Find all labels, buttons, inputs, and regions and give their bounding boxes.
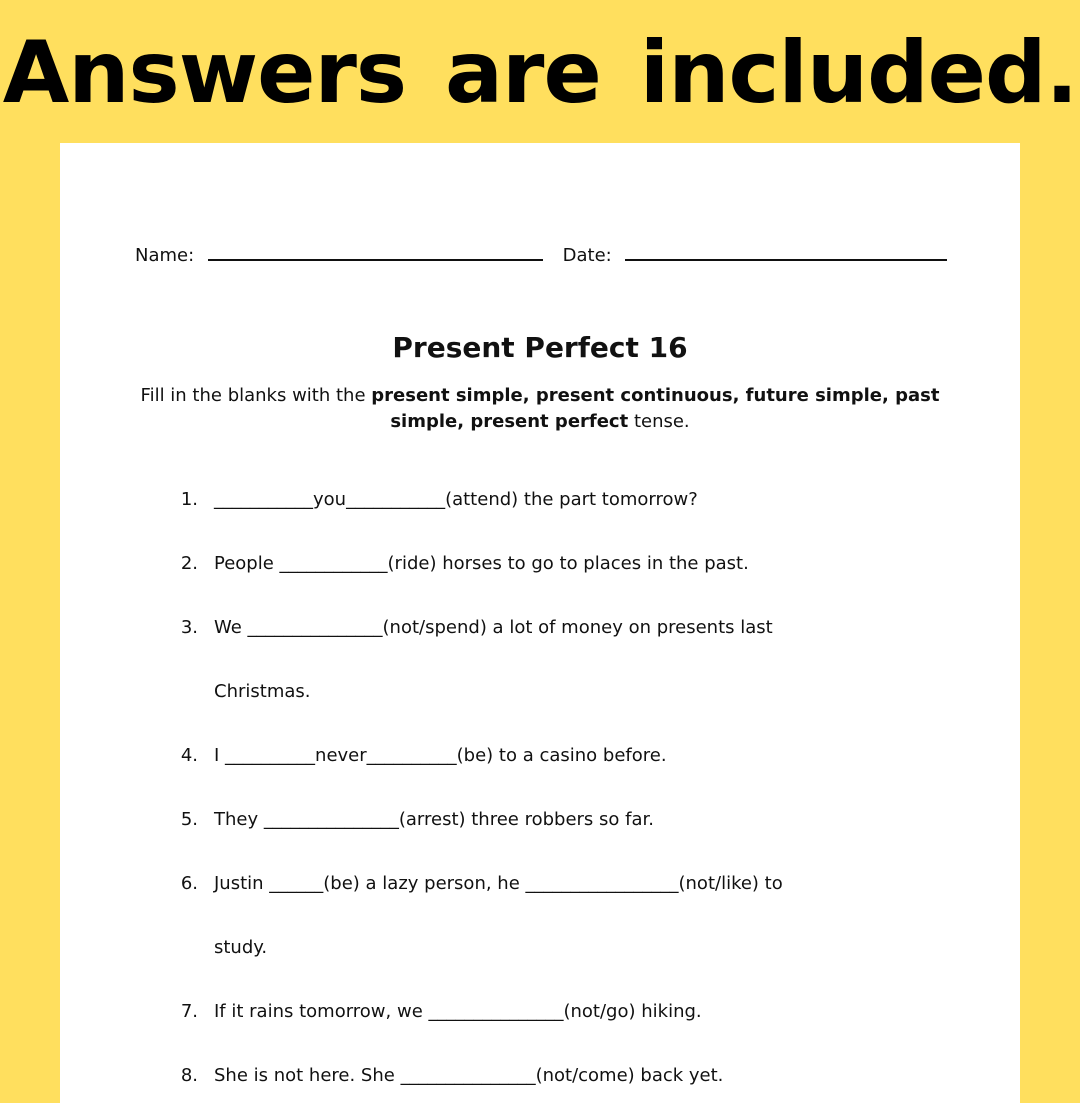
question-text: They _______________(arrest) three robbers so far.: [214, 809, 654, 830]
question-text: If it rains tomorrow, we _______________(not/go) hiking.: [214, 1001, 702, 1022]
name-date-row: [135, 243, 947, 266]
question-text: I __________never__________(be) to a casino before.: [214, 745, 667, 766]
date-label: Date:: [562, 245, 612, 266]
date-blank-line: [625, 243, 947, 261]
question-continuation: study.: [214, 937, 268, 958]
question-number: 3.: [180, 617, 198, 638]
question-number: 1.: [180, 489, 198, 510]
question-number: 4.: [180, 745, 198, 766]
answers-included-banner: Answers are included.: [2, 23, 1078, 123]
question-text: ___________you___________(attend) the part tomorrow?: [214, 489, 698, 510]
name-label: Name:: [135, 245, 195, 266]
question-text: People ____________(ride) horses to go to places in the past.: [214, 553, 749, 574]
instructions: [120, 383, 960, 435]
question-text: Justin ______(be) a lazy person, he _________________(not/like) to: [214, 873, 783, 894]
instructions-suffix: tense.: [628, 411, 690, 432]
worksheet-title: Present Perfect 16: [392, 331, 688, 364]
instructions-prefix: Fill in the blanks with the: [140, 385, 372, 406]
question-number: 6.: [180, 873, 198, 894]
question-number: 7.: [180, 1001, 198, 1022]
instructions-tenses: present simple, present continuous, future simple, past simple, present perfect: [371, 385, 940, 432]
question-text: She is not here. She _______________(not/come) back yet.: [214, 1065, 724, 1086]
question-number: 8.: [180, 1065, 198, 1086]
question-continuation: Christmas.: [214, 681, 311, 702]
name-blank-line: [208, 243, 543, 261]
worksheet-page: [60, 143, 1020, 1103]
question-number: 2.: [180, 553, 198, 574]
question-number: 5.: [180, 809, 198, 830]
question-text: We _______________(not/spend) a lot of money on presents last: [214, 617, 773, 638]
